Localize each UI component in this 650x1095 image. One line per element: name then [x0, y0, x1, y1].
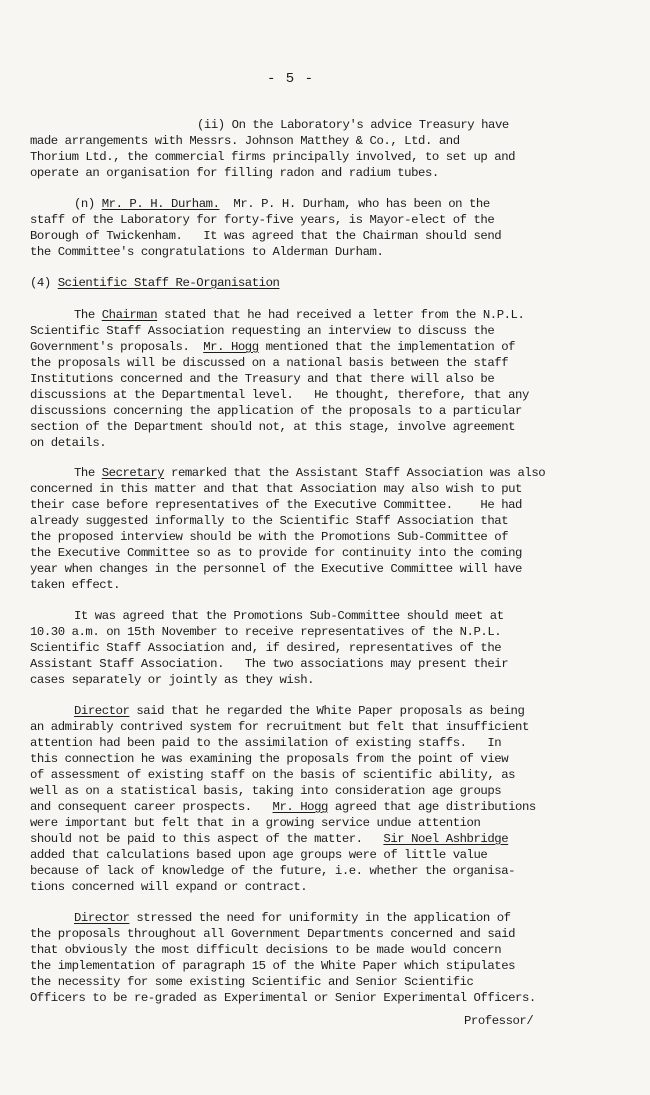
para-director-line-5: of assessment of existing staff on the basis of scientific ability, as — [30, 768, 516, 782]
para-secretary-line-7: year when changes in the personnel of the Executive Committee will have — [30, 562, 522, 576]
text-run: agreed that age distributions — [327, 800, 536, 814]
para-secretary-line-1 — [74, 466, 545, 481]
hogg-name: Mr. Hogg — [203, 340, 259, 354]
durham-heading: Mr. P. H. Durham. — [101, 197, 220, 211]
chairman-name: Chairman — [101, 308, 158, 322]
para-agreed-line-1: It was agreed that the Promotions Sub-Committee should meet at — [74, 609, 504, 623]
para-director-line-2: an admirably contrived system for recruitment but felt that insufficient — [30, 720, 529, 734]
para-agreed-line-5: cases separately or jointly as they wish. — [30, 673, 315, 687]
page-number: - 5 - — [267, 71, 315, 87]
ashbridge-name: Sir Noel Ashbridge — [383, 832, 509, 846]
para-secretary-line-2: concerned in this matter and that that Association may also wish to put — [30, 482, 522, 496]
para-director-line-9 — [30, 832, 508, 847]
para-chairman-line-8: section of the Department should not, at this stage, involve agreement — [30, 420, 516, 434]
director-name: Director — [74, 911, 130, 925]
catchword: Professor/ — [464, 1014, 534, 1028]
para-director-line-12: tions concerned will expand or contract. — [30, 880, 308, 894]
para-n-line-1-rest: Mr. P. H. Durham, who has been on the — [219, 197, 490, 211]
para-director-line-4: this connection he was examining the proposals from the point of view — [30, 752, 509, 766]
text-run: Government's proposals. — [30, 340, 204, 354]
para-chairman-line-1 — [74, 308, 524, 323]
para-ii-line-4: operate an organisation for filling radon and radium tubes. — [30, 166, 439, 180]
para-director2-line-5: the necessity for some existing Scientific and Senior Scientific — [30, 975, 474, 989]
para-chairman-line-7: discussions concerning the application of the proposals to a particular — [30, 404, 522, 418]
para-director-line-1 — [74, 704, 524, 719]
para-ii-line-1: (ii) On the Laboratory's advice Treasury have — [197, 118, 509, 132]
section-heading — [30, 276, 279, 291]
text-run: stressed the need for uniformity in the application of — [129, 911, 511, 925]
para-agreed-line-3: Scientific Staff Association and, if desired, representatives of the — [30, 641, 502, 655]
para-chairman-line-4: the proposals will be discussed on a national basis between the staff — [30, 356, 509, 370]
para-director-line-6: well as on a statistical basis, taking into consideration age groups — [30, 784, 502, 798]
para-n-line-4: the Committee's congratulations to Alderman Durham. — [30, 245, 384, 259]
secretary-name: Secretary — [101, 466, 165, 480]
text-run: remarked that the Assistant Staff Association was also — [164, 466, 546, 480]
para-n-line-3: Borough of Twickenham. It was agreed that the Chairman should send — [30, 229, 502, 243]
para-secretary-line-6: the Executive Committee so as to provide for continuity into the coming — [30, 546, 522, 560]
para-agreed-line-4: Assistant Staff Association. The two associations may present their — [30, 657, 509, 671]
text-run: should not be paid to this aspect of the matter. — [30, 832, 384, 846]
director-name: Director — [74, 704, 130, 718]
para-chairman-line-3 — [30, 340, 515, 355]
para-chairman-line-5: Institutions concerned and the Treasury and that there will also be — [30, 372, 495, 386]
section-title: Scientific Staff Re-Organisation — [57, 276, 280, 290]
para-director2-line-2: the proposals throughout all Government Departments concerned and said — [30, 927, 516, 941]
para-secretary-line-3: their case before representatives of the Executive Committee. He had — [30, 498, 522, 512]
para-director2-line-6: Officers to be re-graded as Experimental or Senior Experimental Officers. — [30, 991, 536, 1005]
para-ii-line-3: Thorium Ltd., the commercial firms principally involved, to set up and — [30, 150, 516, 164]
para-chairman-line-6: discussions at the Departmental level. He thought, therefore, that any — [30, 388, 529, 402]
para-director-line-10: added that calculations based upon age groups were of little value — [30, 848, 488, 862]
para-secretary-line-5: the proposed interview should be with the Promotions Sub-Committee of — [30, 530, 509, 544]
para-director-line-8: were important but felt that in a growing service undue attention — [30, 816, 481, 830]
para-secretary-line-8: taken effect. — [30, 578, 121, 592]
text-run: The — [74, 466, 102, 480]
para-director-line-7 — [30, 800, 536, 815]
para-chairman-line-2: Scientific Staff Association requesting an interview to discuss the — [30, 324, 495, 338]
text-run: mentioned that the implementation of — [258, 340, 516, 354]
para-director-line-11: because of lack of knowledge of the future, i.e. whether the organisa- — [30, 864, 516, 878]
section-number: (4) — [30, 276, 58, 290]
para-director-line-3: attention had been paid to the assimilation of existing staffs. In — [30, 736, 502, 750]
para-agreed-line-2: 10.30 a.m. on 15th November to receive representatives of the N.P.L. — [30, 625, 502, 639]
para-director2-line-4: the implementation of paragraph 15 of the White Paper which stipulates — [30, 959, 516, 973]
para-director2-line-3: that obviously the most difficult decisions to be made would concern — [30, 943, 502, 957]
para-n-line-1 — [74, 197, 490, 212]
text-run: and consequent career prospects. — [30, 800, 273, 814]
para-secretary-line-4: already suggested informally to the Scientific Staff Association that — [30, 514, 509, 528]
para-director2-line-1 — [74, 911, 511, 926]
text-run: The — [74, 308, 102, 322]
para-chairman-line-9: on details. — [30, 436, 107, 450]
hogg-name: Mr. Hogg — [272, 800, 328, 814]
para-ii-line-2: made arrangements with Messrs. Johnson Matthey & Co., Ltd. and — [30, 134, 460, 148]
text-run: said that he regarded the White Paper proposals as being — [129, 704, 525, 718]
text-run: stated that he had received a letter from the N.P.L. — [157, 308, 525, 322]
para-n-lead: (n) — [74, 197, 102, 211]
para-n-line-2: staff of the Laboratory for forty-five years, is Mayor-elect of the — [30, 213, 495, 227]
